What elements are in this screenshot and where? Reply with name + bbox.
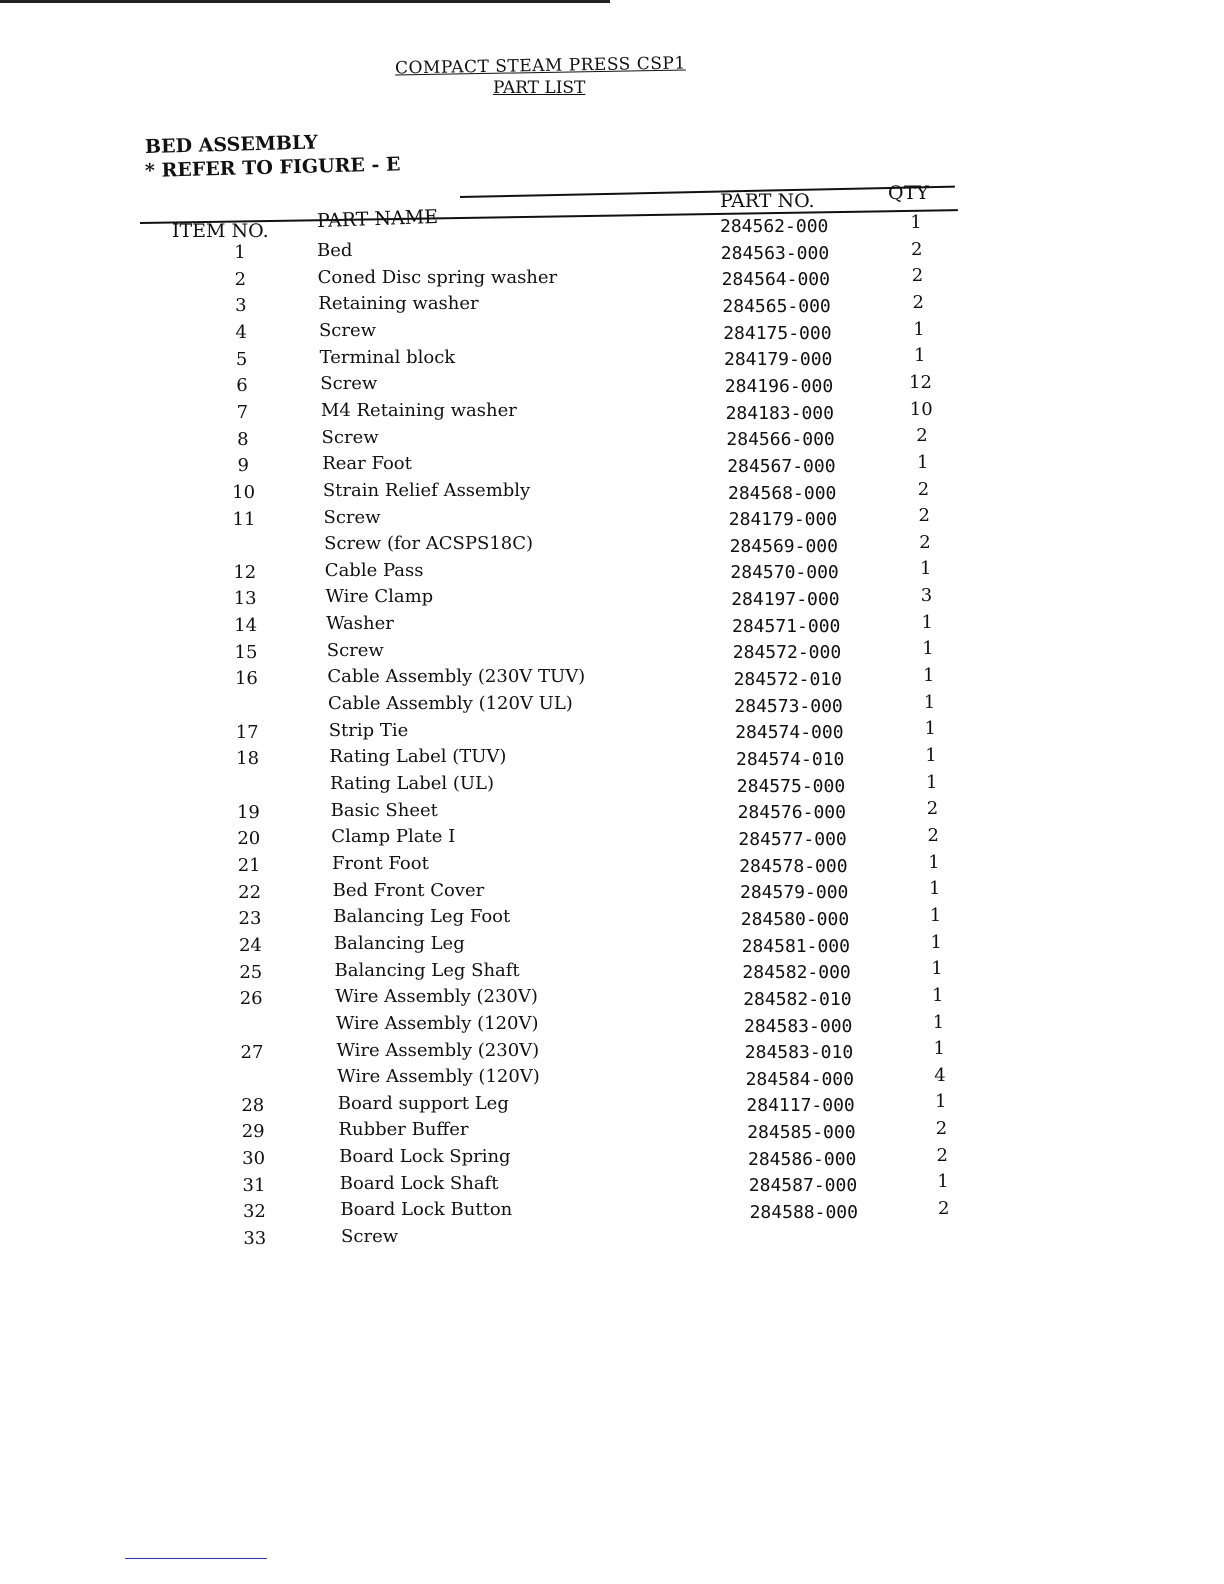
- row-19-part-name: Strip Tie: [328, 719, 409, 741]
- row-29-item-number: 26: [239, 988, 263, 1010]
- row-31-part-number: 284583-000: [744, 1015, 853, 1037]
- row-23-part-number: 284576-000: [737, 802, 846, 824]
- row-27-item-number: 24: [238, 934, 262, 956]
- row-28-item-number: 25: [239, 961, 263, 983]
- row-12-part-name: Screw (for ACSPS18C): [324, 533, 534, 555]
- row-36-item-number: 31: [242, 1174, 266, 1196]
- row-4-quantity: 2: [912, 291, 924, 313]
- row-34-part-number: 284117-000: [746, 1095, 855, 1117]
- row-22-part-name: Basic Sheet: [330, 799, 438, 821]
- row-2-part-number: 284563-000: [720, 242, 830, 264]
- row-32-part-number: 284583-010: [744, 1042, 854, 1064]
- row-7-quantity: 12: [909, 371, 932, 393]
- row-8-quantity: 10: [909, 398, 933, 420]
- row-9-item-number: 9: [237, 455, 249, 477]
- row-7-part-number: 284196-000: [724, 375, 834, 397]
- row-31-quantity: 1: [932, 1011, 945, 1033]
- scan-edge: [0, 0, 610, 3]
- row-3-part-number: 284564-000: [721, 269, 830, 291]
- row-22-item-number: 19: [236, 801, 260, 823]
- row-25-item-number: 22: [238, 881, 262, 903]
- row-27-quantity: 1: [929, 904, 942, 926]
- row-24-part-number: 284577-000: [738, 828, 847, 850]
- column-header-name: PART NAME: [316, 205, 439, 233]
- row-6-part-number: 284179-000: [724, 349, 833, 371]
- row-36-part-number: 284586-000: [748, 1148, 857, 1170]
- row-34-quantity: 1: [935, 1091, 947, 1113]
- row-15-item-number: 14: [234, 615, 258, 637]
- row-32-quantity: 1: [933, 1038, 945, 1060]
- scan-mark: [125, 1558, 267, 1559]
- row-16-item-number: 15: [234, 641, 258, 663]
- row-24-part-name: Front Foot: [331, 852, 429, 874]
- row-37-part-name: Board Lock Button: [340, 1199, 513, 1221]
- row-2-item-number: 2: [234, 268, 247, 290]
- row-23-item-number: 20: [237, 828, 261, 850]
- row-25-part-number: 284578-000: [739, 855, 848, 877]
- row-36-quantity: 2: [936, 1144, 948, 1166]
- row-38-item-number: 33: [243, 1228, 267, 1250]
- row-30-quantity: 1: [932, 984, 944, 1006]
- row-25-quantity: 1: [928, 851, 940, 873]
- row-21-quantity: 1: [925, 745, 937, 766]
- header-rule-top: [460, 186, 955, 198]
- row-30-part-name: Wire Assembly (120V): [335, 1012, 539, 1034]
- row-35-item-number: 30: [242, 1148, 266, 1170]
- row-30-part-number: 284582-010: [743, 988, 852, 1010]
- row-38-quantity: 2: [938, 1198, 950, 1220]
- row-18-part-name: Cable Assembly (120V UL): [328, 693, 573, 715]
- row-38-part-name: Screw: [341, 1226, 399, 1248]
- row-12-part-number: 284179-000: [728, 509, 838, 531]
- row-32-part-name: Wire Assembly (120V): [337, 1066, 540, 1088]
- row-1-item-number: 1: [234, 242, 246, 263]
- row-3-quantity: 2: [911, 265, 924, 287]
- row-33-item-number: 28: [241, 1094, 265, 1116]
- row-6-item-number: 6: [236, 375, 248, 397]
- row-17-item-number: 16: [234, 668, 258, 690]
- row-31-item-number: 27: [240, 1041, 264, 1063]
- row-33-part-number: 284584-000: [745, 1068, 854, 1090]
- row-28-part-number: 284581-000: [741, 935, 850, 957]
- row-10-part-number: 284567-000: [727, 455, 836, 477]
- row-27-part-number: 284580-000: [740, 908, 850, 930]
- row-17-quantity: 1: [922, 638, 934, 660]
- row-28-part-name: Balancing Leg Shaft: [334, 959, 520, 981]
- row-38-part-number: 284588-000: [749, 1202, 858, 1224]
- row-20-item-number: 18: [236, 748, 260, 770]
- row-37-part-number: 284587-000: [748, 1175, 858, 1197]
- row-13-part-name: Cable Pass: [324, 559, 424, 581]
- row-20-quantity: 1: [924, 718, 936, 740]
- row-14-part-name: Wire Clamp: [325, 586, 434, 608]
- row-18-quantity: 1: [923, 665, 935, 687]
- row-26-part-number: 284579-000: [740, 882, 849, 904]
- row-5-part-number: 284175-000: [723, 322, 832, 344]
- row-8-part-name: Screw: [321, 426, 379, 448]
- row-11-item-number: 11: [232, 508, 256, 530]
- row-17-part-number: 284572-000: [732, 642, 842, 664]
- row-22-part-number: 284575-000: [736, 775, 846, 797]
- row-2-quantity: 2: [911, 238, 923, 260]
- row-33-quantity: 4: [934, 1064, 946, 1086]
- row-10-part-name: Strain Relief Assembly: [322, 479, 531, 501]
- row-15-part-name: Washer: [326, 613, 394, 635]
- row-21-part-name: Rating Label (UL): [330, 773, 495, 794]
- row-6-quantity: 1: [914, 345, 926, 367]
- row-20-part-name: Rating Label (TUV): [329, 746, 507, 768]
- row-23-part-name: Clamp Plate I: [331, 826, 456, 848]
- row-14-quantity: 1: [920, 558, 932, 580]
- row-6-part-name: Screw: [320, 373, 378, 395]
- row-9-part-number: 284566-000: [726, 429, 835, 451]
- row-16-part-name: Screw: [326, 639, 384, 661]
- row-11-quantity: 2: [917, 478, 930, 500]
- document-title: COMPACT STEAM PRESS CSP1: [394, 53, 686, 79]
- row-5-part-name: Terminal block: [319, 346, 456, 368]
- row-5-item-number: 5: [235, 348, 248, 370]
- row-4-part-number: 284565-000: [722, 295, 831, 317]
- row-36-part-name: Board Lock Shaft: [339, 1172, 499, 1194]
- row-37-item-number: 32: [242, 1201, 266, 1223]
- row-24-item-number: 21: [237, 854, 261, 876]
- row-35-quantity: 2: [935, 1118, 948, 1140]
- column-header-part-no: PART NO.: [720, 190, 815, 212]
- row-19-item-number: 17: [235, 721, 259, 743]
- figure-reference: * REFER TO FIGURE - E: [144, 153, 401, 182]
- row-1-part-number: 284562-000: [720, 216, 829, 237]
- row-13-item-number: 12: [233, 561, 257, 583]
- row-26-part-name: Balancing Leg Foot: [333, 906, 511, 928]
- row-16-part-number: 284571-000: [732, 615, 841, 637]
- row-27-part-name: Balancing Leg: [333, 932, 465, 954]
- row-25-part-name: Bed Front Cover: [332, 879, 485, 901]
- row-18-part-number: 284572-010: [733, 669, 842, 691]
- row-9-part-name: Rear Foot: [322, 453, 412, 475]
- row-37-quantity: 1: [937, 1171, 949, 1193]
- row-35-part-number: 284585-000: [747, 1122, 856, 1144]
- row-8-part-number: 284183-000: [725, 402, 834, 424]
- row-7-item-number: 7: [236, 401, 249, 423]
- row-29-part-name: Wire Assembly (230V): [335, 986, 538, 1008]
- row-11-part-number: 284568-000: [728, 482, 837, 504]
- row-5-quantity: 1: [913, 318, 925, 340]
- document-subtitle: PART LIST: [493, 78, 586, 98]
- row-19-quantity: 1: [923, 691, 936, 713]
- row-16-quantity: 1: [921, 611, 933, 633]
- row-9-quantity: 2: [916, 425, 928, 447]
- row-12-quantity: 2: [918, 505, 930, 527]
- column-header-item: ITEM NO.: [172, 220, 269, 242]
- row-20-part-number: 284574-000: [735, 722, 844, 744]
- row-24-quantity: 2: [927, 824, 939, 846]
- row-34-part-name: Rubber Buffer: [338, 1119, 469, 1141]
- row-8-item-number: 8: [237, 428, 249, 450]
- row-13-part-number: 284569-000: [729, 535, 838, 557]
- row-26-quantity: 1: [929, 878, 941, 900]
- row-4-item-number: 4: [235, 321, 247, 343]
- row-10-item-number: 10: [232, 481, 256, 503]
- row-15-quantity: 3: [920, 585, 933, 607]
- row-35-part-name: Board Lock Spring: [339, 1146, 511, 1168]
- row-22-quantity: 1: [926, 771, 938, 793]
- column-header-qty: QTY: [888, 182, 929, 204]
- row-29-quantity: 1: [931, 958, 943, 980]
- row-7-part-name: M4 Retaining washer: [320, 399, 517, 421]
- row-34-item-number: 29: [241, 1121, 265, 1143]
- row-14-item-number: 13: [233, 588, 257, 610]
- row-3-item-number: 3: [235, 295, 247, 317]
- row-4-part-name: Screw: [318, 319, 377, 341]
- row-17-part-name: Cable Assembly (230V TUV): [327, 666, 586, 688]
- row-15-part-number: 284197-000: [731, 589, 840, 611]
- row-29-part-number: 284582-000: [742, 962, 851, 984]
- row-28-quantity: 1: [930, 931, 942, 953]
- row-1-quantity: 1: [910, 212, 922, 233]
- row-31-part-name: Wire Assembly (230V): [336, 1039, 540, 1061]
- row-21-part-number: 284574-010: [736, 749, 845, 770]
- row-1-part-name: Bed: [317, 240, 353, 261]
- row-10-quantity: 1: [917, 451, 929, 473]
- row-14-part-number: 284570-000: [730, 562, 839, 584]
- row-11-part-name: Screw: [323, 506, 381, 528]
- row-33-part-name: Board support Leg: [337, 1092, 509, 1114]
- row-2-part-name: Coned Disc spring washer: [317, 266, 558, 288]
- row-23-quantity: 2: [926, 798, 939, 820]
- row-13-quantity: 2: [919, 531, 931, 553]
- section-heading: BED ASSEMBLY: [144, 131, 318, 158]
- row-19-part-number: 284573-000: [734, 695, 843, 717]
- row-3-part-name: Retaining washer: [318, 293, 479, 315]
- row-26-item-number: 23: [238, 908, 262, 930]
